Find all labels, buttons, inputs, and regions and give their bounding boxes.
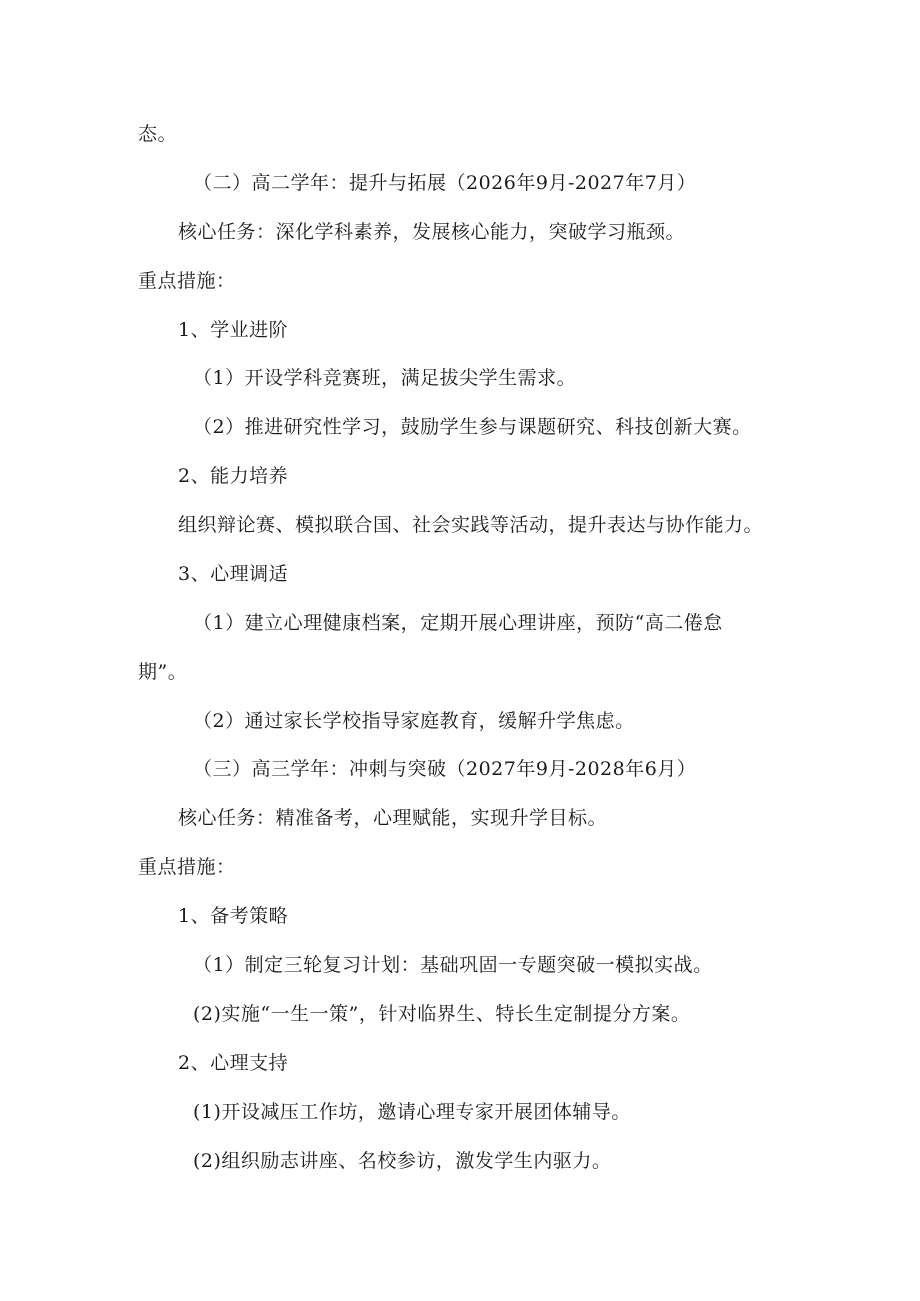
paragraph: 组织辩论赛、模拟联合国、社会实践等活动，提升表达与协作能力。 xyxy=(178,514,764,536)
list-item: (2)组织励志讲座、名校参访，激发学生内驱力。 xyxy=(193,1150,612,1172)
section-heading-grade-three: （三）高三学年：冲刺与突破（2027年9月-2028年6月） xyxy=(193,758,697,780)
subheading-academic: 1、学业进阶 xyxy=(178,319,289,341)
subheading-psychology: 3、心理调适 xyxy=(178,563,289,585)
core-task-grade-two: 核心任务：深化学科素养，发展核心能力，突破学习瓶颈。 xyxy=(178,221,686,243)
core-task-grade-three: 核心任务：精准备考，心理赋能，实现升学目标。 xyxy=(178,807,608,829)
subheading-psych-support: 2、心理支持 xyxy=(178,1052,289,1074)
list-item: （2）通过家长学校指导家庭教育，缓解升学焦虑。 xyxy=(193,710,635,732)
list-item: (2)实施“一生一策”，针对临界生、特长生定制提分方案。 xyxy=(193,1003,691,1025)
list-item: （1）建立心理健康档案，定期开展心理讲座，预防“高二倦怠 xyxy=(193,612,723,634)
list-item: (1)开设减压工作坊，邀请心理专家开展团体辅导。 xyxy=(193,1101,631,1123)
list-item: （1）开设学科竞赛班，满足拔尖学生需求。 xyxy=(193,367,577,389)
key-measures-label: 重点措施： xyxy=(138,856,236,878)
key-measures-label: 重点措施： xyxy=(138,270,236,292)
section-heading-grade-two: （二）高二学年：提升与拓展（2026年9月-2027年7月） xyxy=(193,172,697,194)
list-item: （1）制定三轮复习计划：基础巩固一专题突破一模拟实战。 xyxy=(193,954,713,976)
list-item: （2）推进研究性学习，鼓励学生参与课题研究、科技创新大赛。 xyxy=(193,416,752,438)
list-item-continuation: 期”。 xyxy=(138,661,188,683)
subheading-ability: 2、能力培养 xyxy=(178,465,289,487)
subheading-exam-strategy: 1、备考策略 xyxy=(178,905,289,927)
paragraph-continuation: 态。 xyxy=(138,123,178,145)
